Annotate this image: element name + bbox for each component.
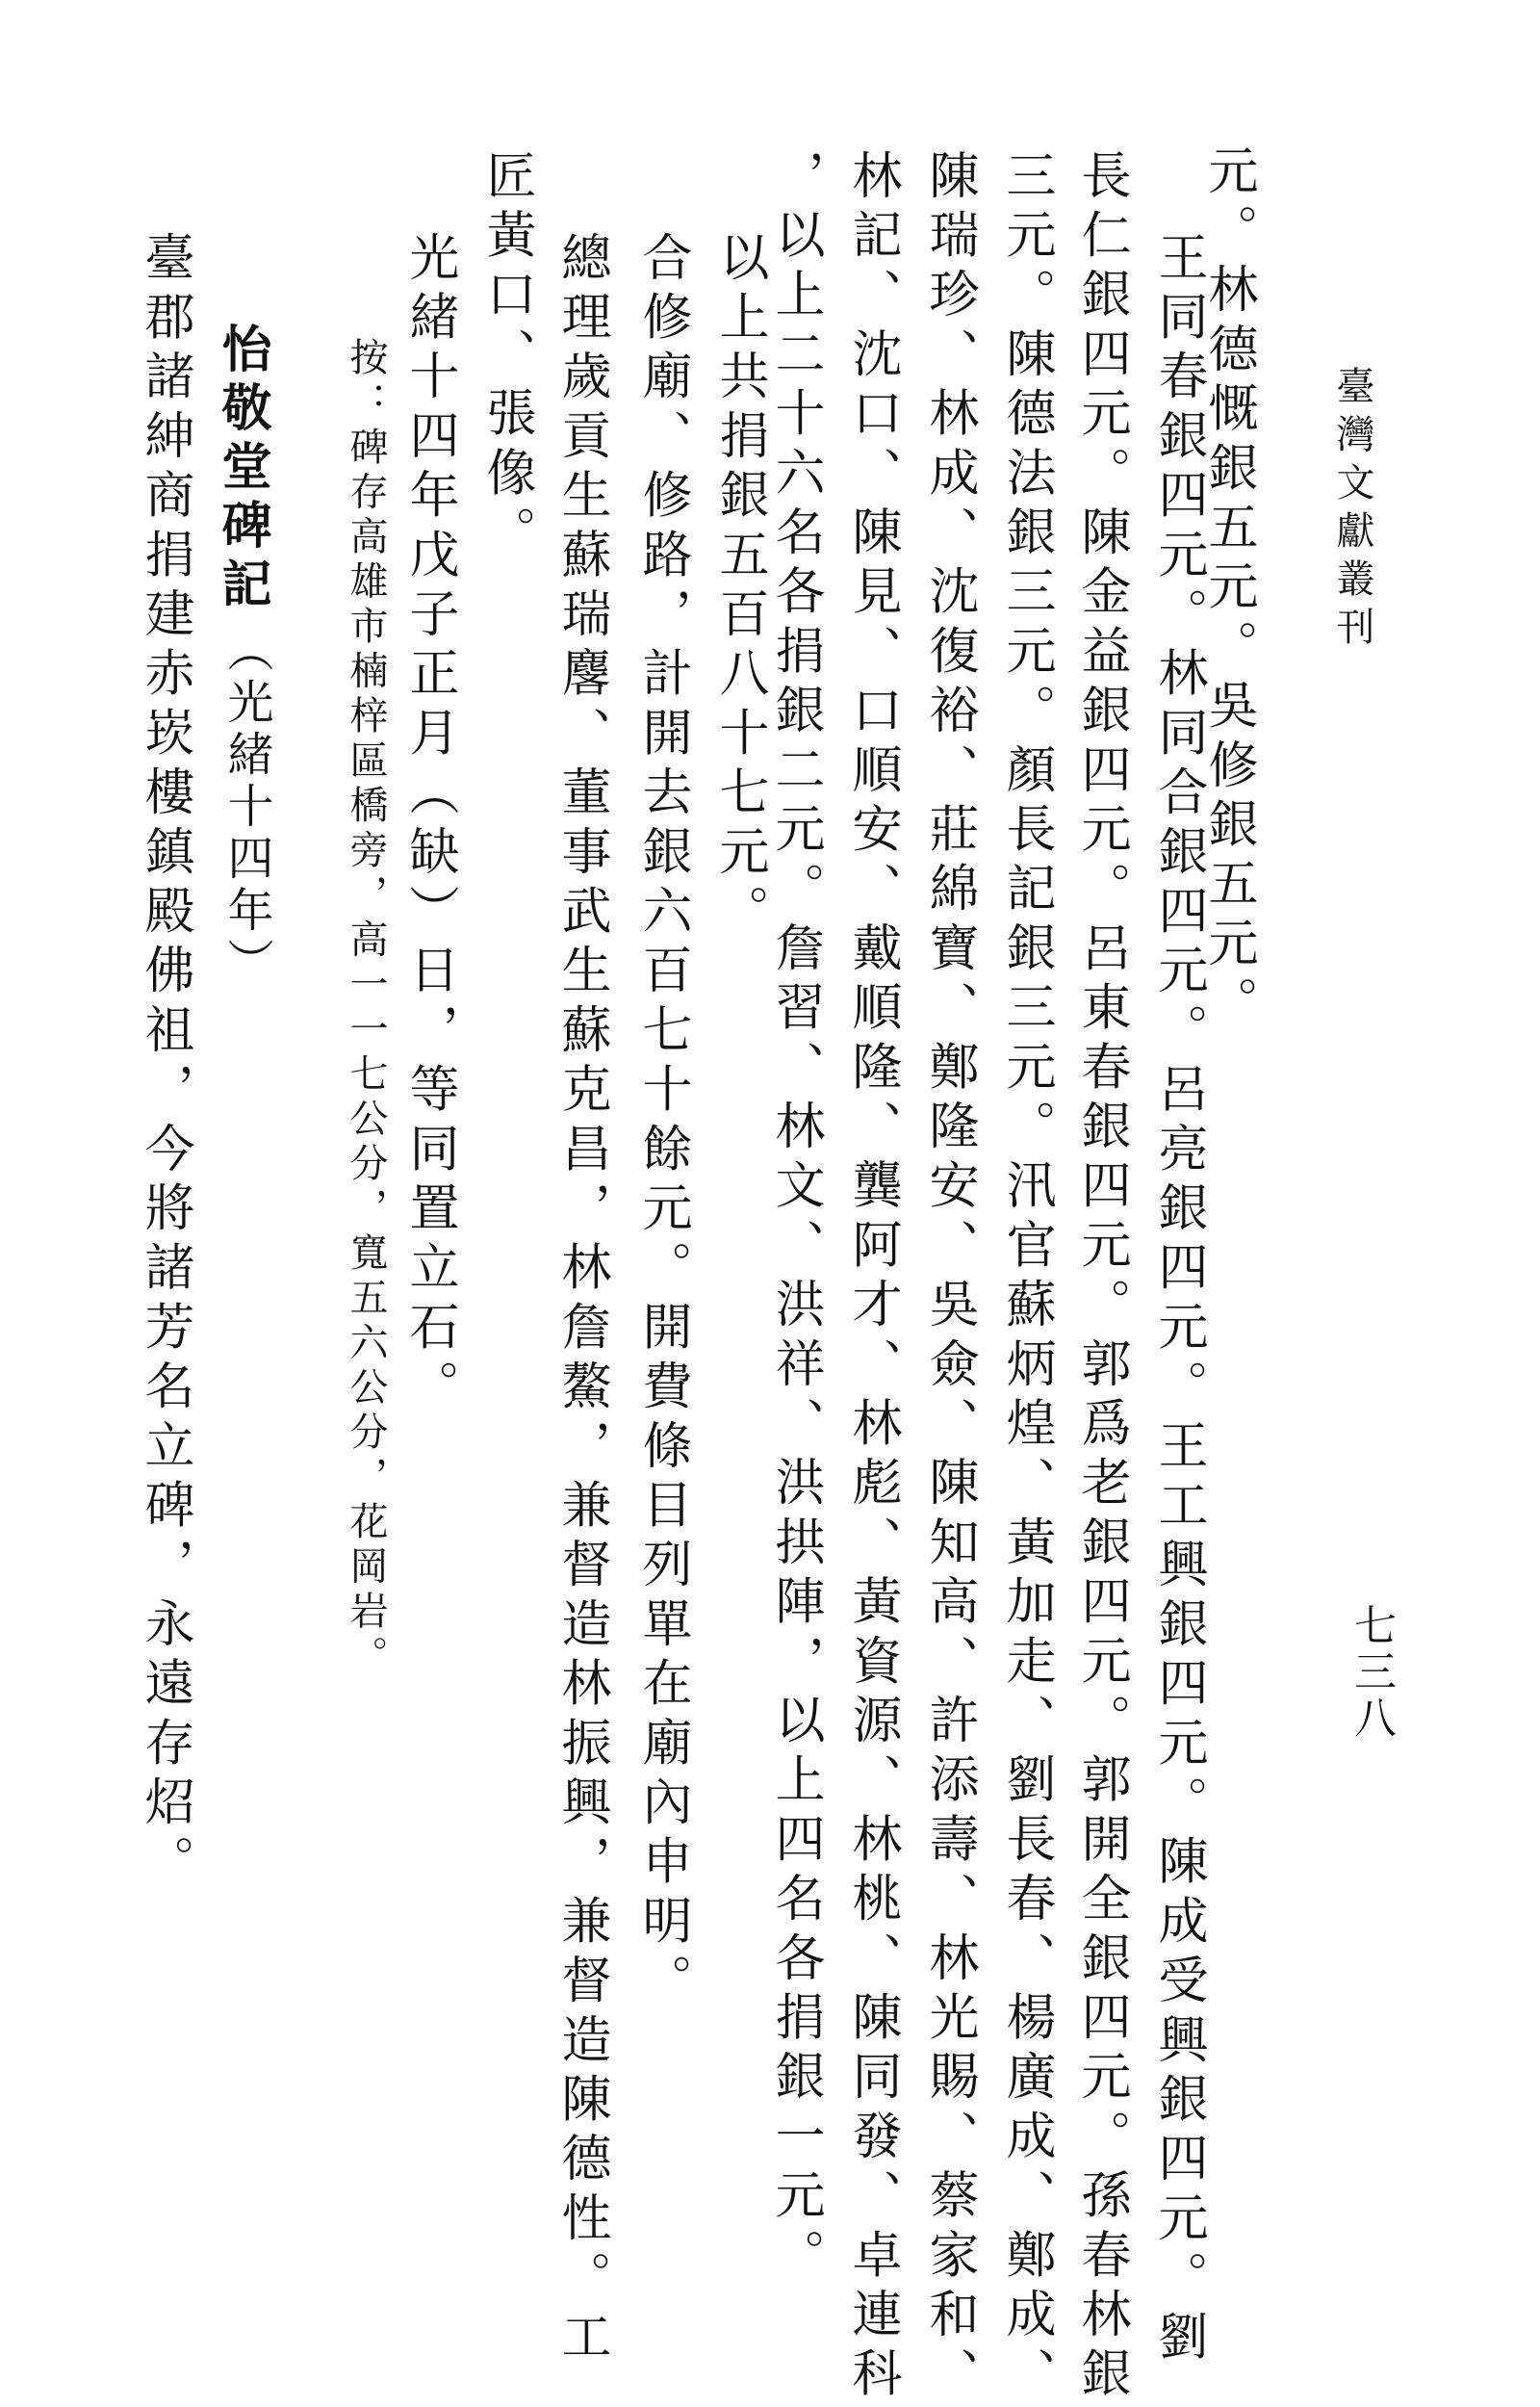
running-title: 臺灣文獻叢刊 [1330,366,1374,655]
body-line-11: 匠黃口、張像。 [477,149,535,565]
body-line-4: 三元。陳德法銀三元。顏長記銀三元。汛官蘇炳煌、黃加走、劉長春、楊廣成、鄭成、 [997,149,1055,2407]
body-line-12: 光緒十四年戊子正月（缺）日，等同置立石。 [400,231,458,1419]
section-title: 怡敬堂碑記 [213,323,271,616]
body-line-6: 林記、沈口、陳見、口順安、戴順隆、龔阿才、林彪、黃資源、林桃、陳同發、卓連科 [843,149,901,2407]
body-line-8: 以上共捐銀五百八十七元。 [710,231,768,945]
body-line-5: 陳瑞珍、林成、沈復裕、莊綿寶、鄭隆安、吳僉、陳知高、許添壽、林光賜、蔡家和、 [920,149,978,2407]
body-line-9: 合修廟、修路，計開去銀六百七十餘元。開費條目列單在廟內申明。 [633,231,691,2013]
body-line-7: ，以上二十六名各捐銀二元。詹習、林文、洪祥、洪拱陣，以上四名各捐銀一元。 [766,149,824,2289]
body-line-2: 王同春銀四元。林同合銀四元。呂亮銀四元。王工興銀四元。陳成受興銀四元。劉 [1149,231,1207,2370]
page-number: 七三八 [1347,1603,1396,1742]
inscription-note: 按：碑存高雄市楠梓區橋旁，高一一七公分，寬五六公分，花岡岩。 [344,337,388,1680]
body-line-1: 元。林德慨銀五元。吳修銀五元。 [1199,144,1257,1036]
section-subtitle: （光緒十四年） [219,626,273,990]
section-first-line: 臺郡諸紳商捐建赤崁樓鎮殿佛祖，今將諸芳名立碑，永遠存炤。 [136,231,193,1895]
body-line-3: 長仁銀四元。陳金益銀四元。呂東春銀四元。郭爲老銀四元。郭開全銀四元。孫春林銀 [1072,149,1130,2407]
body-line-10: 總理歲貢生蘇瑞麐、董事武生蘇克昌，林詹鰲，兼督造林振興，兼督造陳德性。工 [552,231,610,2370]
